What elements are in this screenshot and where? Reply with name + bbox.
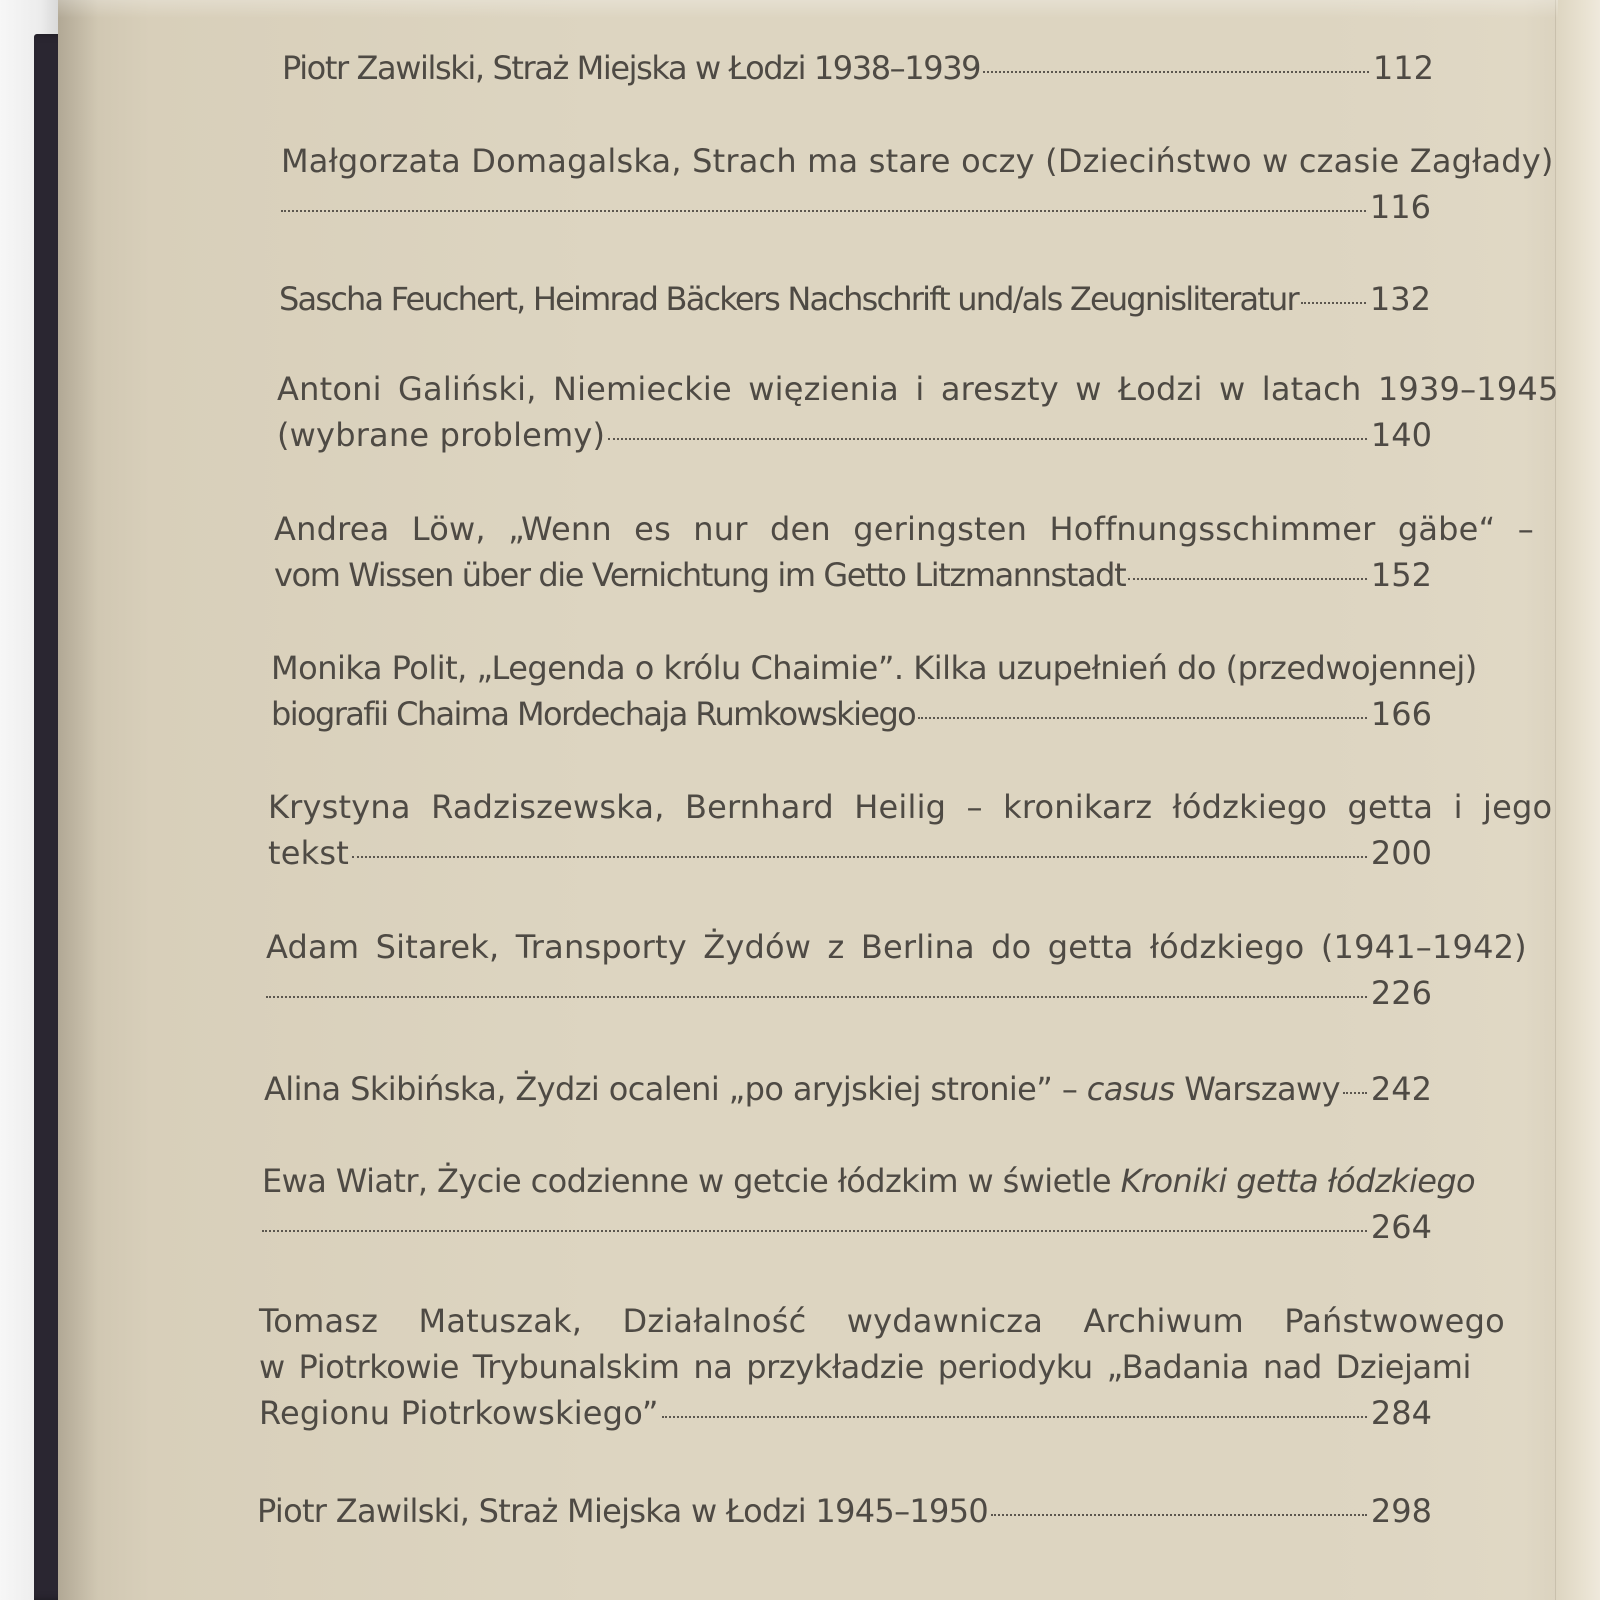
toc-page-number: 284 [1370, 1394, 1432, 1432]
dot-leader [1301, 300, 1366, 304]
toc-page-number: 242 [1370, 1070, 1432, 1108]
toc-entry [264, 1066, 1432, 1112]
toc-entry [259, 1298, 1505, 1436]
toc-entry [266, 924, 1527, 1016]
toc-page-number: 298 [1370, 1492, 1432, 1530]
facing-page-edge [1555, 0, 1600, 1600]
toc-entry-title-line: Regionu Piotrkowskiego” [259, 1394, 659, 1432]
toc-entry-title: Andrea Löw, „Wenn es nur den geringsten Hoffnungsschimmer gäbe“ – [274, 510, 1534, 548]
dot-leader [281, 208, 1366, 212]
toc-entry-title: Piotr Zawilski, Straż Miejska w Łodzi 1938–1939 [282, 49, 981, 87]
toc-page-number: 132 [1369, 280, 1431, 318]
toc-entry-title-line: w Piotrkowie Trybunalskim na przykładzie periodyku „Badania nad Dziejami [259, 1348, 1472, 1386]
toc-entry-title: Antoni Galiński, Niemieckie więzienia i areszty w Łodzi w latach 1939–1945 [277, 370, 1559, 408]
toc-entry-title: Tomasz Matuszak, Działalność wydawnicza Archiwum Państwowego [259, 1302, 1505, 1340]
toc-entry-title: Sascha Feuchert, Heimrad Bäckers Nachschrift und/als Zeugnisliteratur [279, 280, 1298, 318]
toc-entry-title-line: tekst [268, 834, 349, 872]
toc-page-number: 200 [1370, 834, 1432, 872]
toc-page-number: 166 [1370, 695, 1432, 733]
dot-leader [608, 436, 1367, 440]
italic-title: Kroniki getta łódzkiego [1120, 1162, 1476, 1200]
toc-entry-title: Alina Skibińska, Żydzi ocaleni „po aryjskiej stronie” – casus Warszawy [264, 1070, 1340, 1108]
toc-entry [262, 1158, 1476, 1250]
toc-entry-title-line: vom Wissen über die Vernichtung im Getto Litzmannstadt [274, 556, 1126, 594]
toc-page-number: 116 [1369, 188, 1431, 226]
toc-page-number: 226 [1370, 974, 1432, 1012]
toc-entry [281, 138, 1554, 230]
toc-entry-title: Krystyna Radziszewska, Bernhard Heilig – kronikarz łódzkiego getta i jego [268, 788, 1553, 826]
toc-page-number: 264 [1370, 1208, 1432, 1246]
toc-page-number: 140 [1370, 416, 1432, 454]
dot-leader [991, 1512, 1367, 1516]
dot-leader [983, 69, 1369, 73]
toc-entry-title: Adam Sitarek, Transporty Żydów z Berlina do getta łódzkiego (1941–1942) [266, 928, 1527, 966]
toc-entry-title-line: (wybrane problemy) [277, 416, 606, 454]
dot-leader [662, 1414, 1367, 1418]
toc-page-number: 112 [1372, 49, 1434, 87]
toc-entry [279, 276, 1431, 322]
toc-entry [274, 506, 1534, 598]
toc-entry-title-line: biografii Chaima Mordechaja Rumkowskiego [271, 695, 916, 733]
toc-entry-title: Ewa Wiatr, Życie codzienne w getcie łódzkim w świetle Kroniki getta łódzkiego [262, 1162, 1476, 1200]
dot-leader [352, 854, 1367, 858]
toc-entry [257, 1488, 1432, 1534]
dot-leader [918, 715, 1367, 719]
dot-leader [266, 994, 1367, 998]
toc-entry [268, 784, 1553, 876]
toc-entry [277, 366, 1559, 458]
toc-page-number: 152 [1370, 556, 1432, 594]
italic-term: casus [1086, 1070, 1175, 1108]
toc-entry [282, 45, 1434, 91]
toc-entry [271, 645, 1477, 737]
dot-leader [1343, 1090, 1367, 1094]
toc-entry-title: Małgorzata Domagalska, Strach ma stare oczy (Dzieciństwo w czasie Zagłady) [281, 142, 1554, 180]
toc-entry-title: Piotr Zawilski, Straż Miejska w Łodzi 1945–1950 [257, 1492, 989, 1530]
dot-leader [262, 1228, 1367, 1232]
dot-leader [1128, 576, 1367, 580]
toc-entry-title: Monika Polit, „Legenda o królu Chaimie”. Kilka uzupełnień do (przedwojennej) [271, 649, 1477, 687]
